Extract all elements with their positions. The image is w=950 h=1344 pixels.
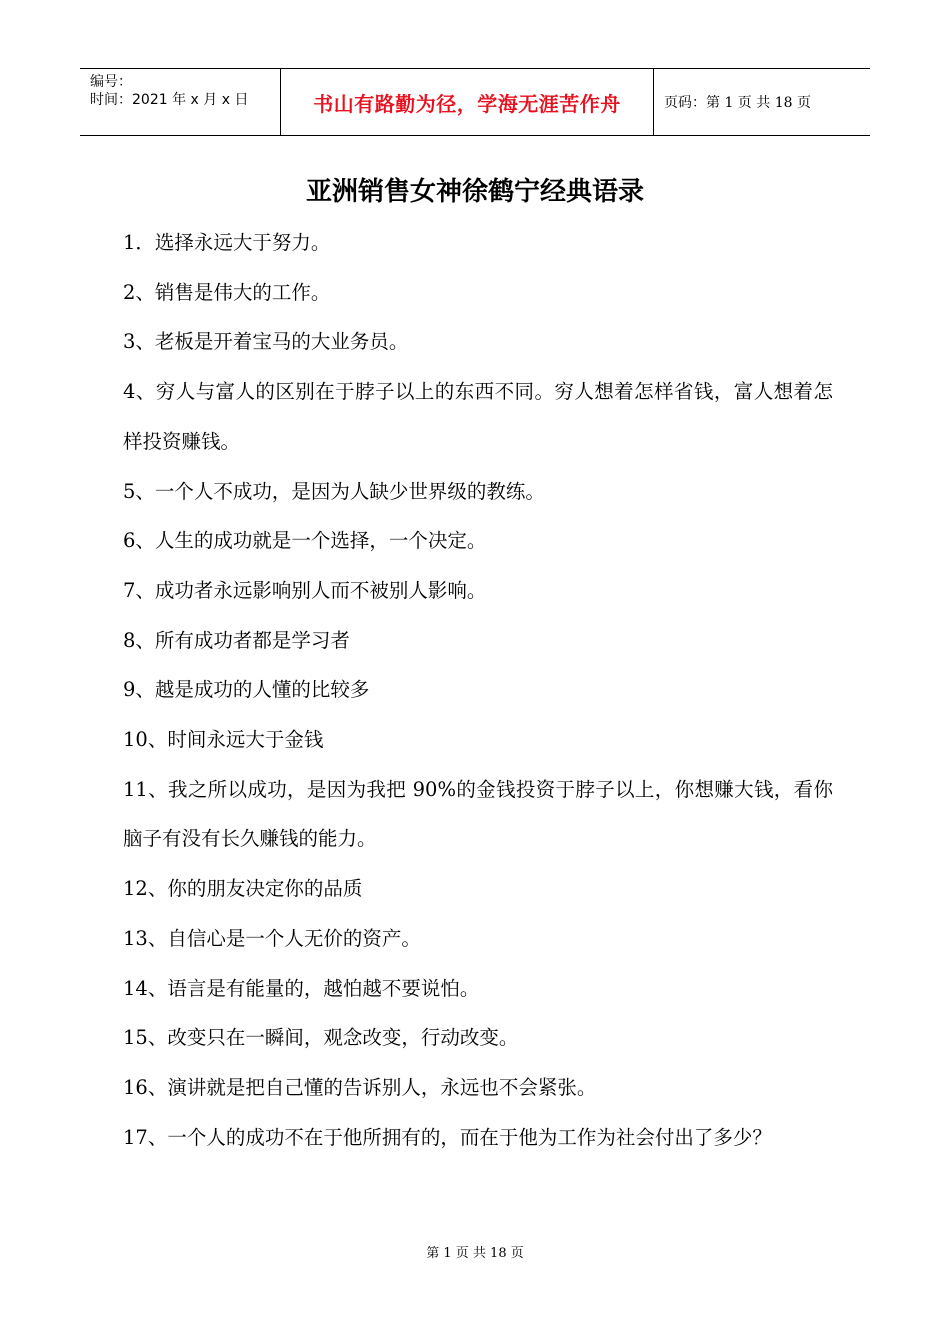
list-item: 4、穷人与富人的区别在于脖子以上的东西不同。穷人想着怎样省钱，富人想着怎样投资赚钱。 <box>123 380 833 453</box>
list-item: 13、自信心是一个人无价的资产。 <box>123 926 421 950</box>
list-item: 16、演讲就是把自己懂的告诉别人，永远也不会紧张。 <box>123 1075 597 1099</box>
document-header <box>80 68 870 136</box>
page-footer: 第 1 页 共 18 页 <box>426 1246 524 1261</box>
list-item: 3、老板是开着宝马的大业务员。 <box>123 330 409 354</box>
page-title: 亚洲销售女神徐鹤宁经典语录 <box>305 177 644 207</box>
header-motto: 书山有路勤为径，学海无涯苦作舟 <box>281 69 654 135</box>
list-item: 15、改变只在一瞬间，观念改变，行动改变。 <box>123 1026 519 1050</box>
time-label: 时间：2021 年 x 月 x 日 <box>90 92 249 108</box>
list-item: 1．选择永远大于努力。 <box>123 231 331 254</box>
header-page-info: 页码：第 1 页 共 18 页 <box>664 95 811 111</box>
list-item: 14、语言是有能量的，越怕越不要说怕。 <box>123 976 480 1000</box>
quote-list <box>123 218 833 1162</box>
list-item: 6、人生的成功就是一个选择，一个决定。 <box>123 529 487 553</box>
list-item: 9、越是成功的人懂的比较多 <box>123 678 370 702</box>
list-item: 8、所有成功者都是学习者 <box>123 628 350 652</box>
list-item: 5、一个人不成功，是因为人缺少世界级的教练。 <box>123 479 545 503</box>
list-item: 10、时间永远大于金钱 <box>123 728 324 752</box>
list-item: 11、我之所以成功，是因为我把 90%的金钱投资于脖子以上，你想赚大钱，看你脑子有没有长久赚钱的能力。 <box>123 777 833 851</box>
list-item: 17、一个人的成功不在于他所拥有的，而在于他为工作为社会付出了多少？ <box>123 1125 772 1149</box>
list-item: 7、成功者永远影响别人而不被别人影响。 <box>123 578 487 602</box>
number-label: 编号： <box>90 74 132 90</box>
header-meta <box>80 69 281 135</box>
list-item: 12、你的朋友决定你的品质 <box>123 877 363 901</box>
list-item: 2、销售是伟大的工作。 <box>123 280 331 304</box>
